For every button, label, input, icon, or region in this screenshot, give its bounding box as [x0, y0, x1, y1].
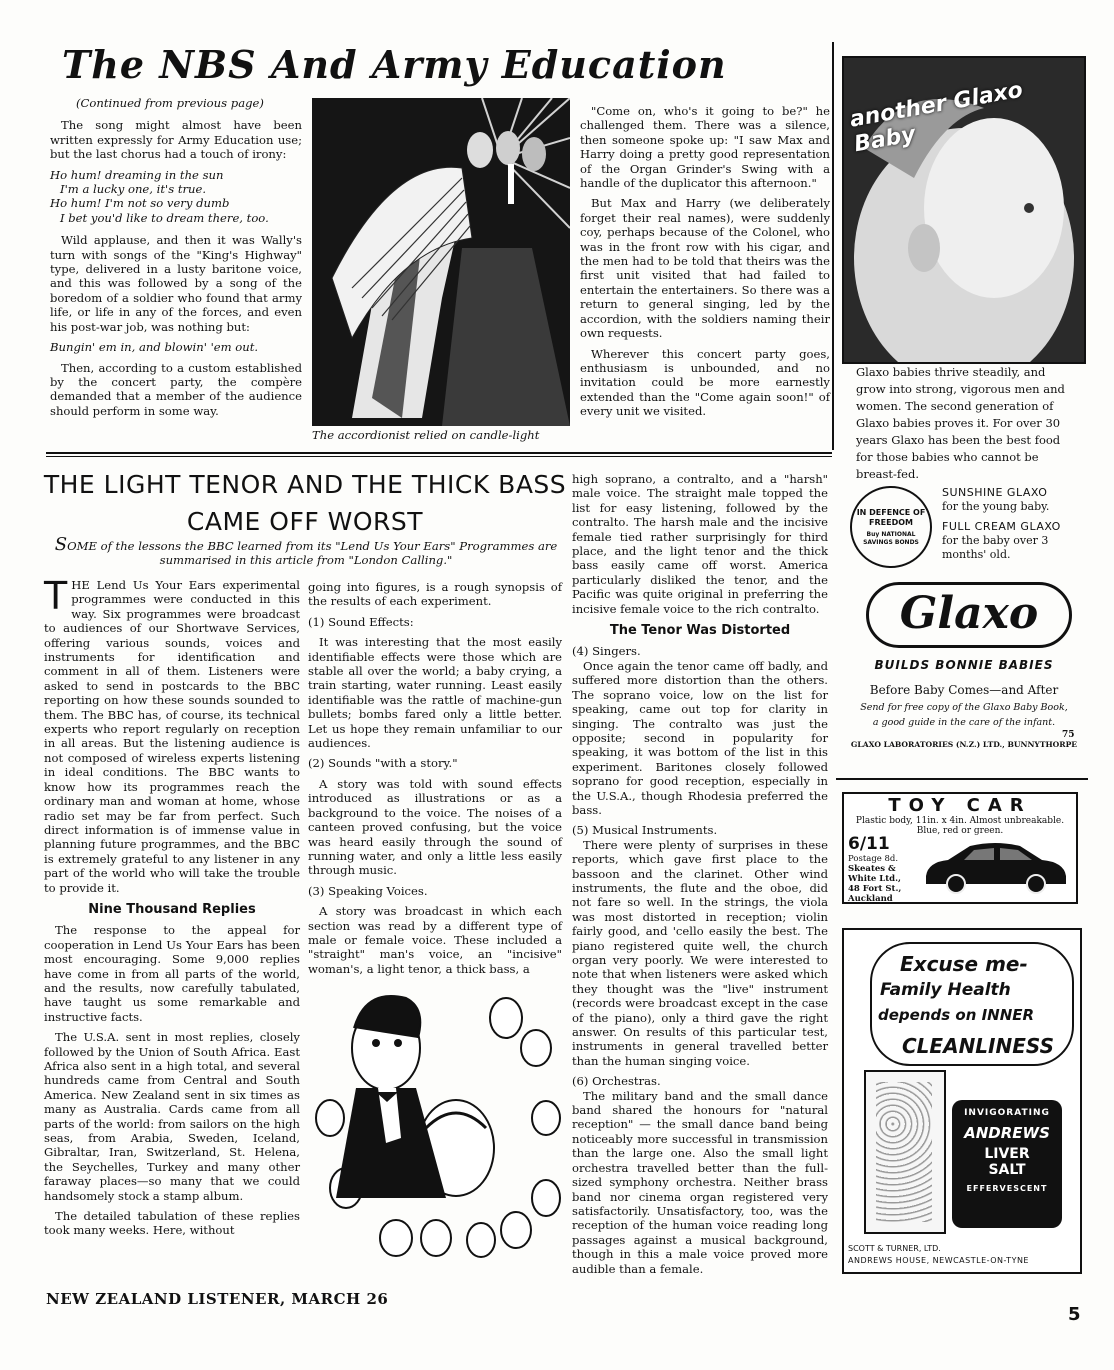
subheading: Nine Thousand Replies: [88, 901, 256, 917]
page-number: 5: [1068, 1304, 1081, 1325]
poem-line: I bet you'd like to dream there, too.: [60, 210, 269, 225]
bottom-article-col3: [572, 472, 828, 1282]
accordionist-drawing: [312, 98, 570, 426]
paragraph: Wherever this concert party goes, enthusiasm is unbounded, and no invitation could be more earnestly extended than the "Come again soon!" of every unit we visited.: [580, 346, 830, 419]
poem-line: I'm a lucky one, it's true.: [60, 182, 207, 197]
paragraph: The military band and the small dance band shared the honours for "natural reception" — the small dance band being noticeably more successful in transmission than the large one. Also the small light orchestra travelled better than the full-sized symphony orchestra. Neither brass band nor cinema organ registered very satisfactorily. Unsatisfactory, too, was the reception of the human voice reading long passages against a musical background, though in this a male voice proved more audible than a female.: [572, 1088, 828, 1276]
glaxo-body: Glaxo babies thrive steadily, and grow into strong, vigorous men and women. The second generation of Glaxo babies proves it. For over 30 years Glaxo has been the best food for those babies who cannot be breast-fed.: [856, 365, 1065, 481]
toy-car-title: TOY CAR: [888, 795, 1032, 816]
section-label: (5) Musical Instruments.: [572, 823, 718, 838]
product-name: FULL CREAM GLAXO: [942, 520, 1061, 533]
paragraph: There were plenty of surprises in these reports, which gave first place to the bassoon and the clarinet. Other wind instruments, the flute and the oboe, did not fare so well. In the strings, the viola was most distorted in reception; violin fairly good, and 'cello easily the best. The piano registered quite well, the church organ very poorly. We were interested to note that when listeners were asked which they thought was the "live" instrument (records were broadcast except in the case of the piano), only a third gave the right answer. On results of this particular test, instruments in general travelled better than the human singing voice.: [572, 837, 828, 1068]
toy-car-seller-line: 48 Fort St.,: [848, 884, 902, 894]
paragraph: The response to the appeal for cooperation in Lend Us Your Ears has been most encouraging. Some 9,000 replies have come in from all parts of the world, and the results, now carefully tabulated, have taught us some remarkable and instructive facts.: [44, 923, 300, 1024]
caricature-drawing: [306, 968, 568, 1268]
paragraph: Wild applause, and then it was Wally's turn with songs of the "King's Highway" type, delivered in a lusty baritone voice, and this was followed by a song of the boredom of a soldier who found that army life, or life in any of the forces, and even his post-war job, was nothing but:: [50, 233, 302, 334]
drop-cap: T: [44, 574, 68, 618]
paragraph: "Come on, who's it going to be?" he challenged them. There was a silence, then someone spoke up: "I saw Max and Harry doing a pretty good representation of the Organ Grinder's Swing with a handle of the duplicator this afternoon.": [580, 104, 830, 191]
tin-label: EFFERVESCENT: [966, 1184, 1048, 1193]
glaxo-tagline: BUILDS BONNIE BABIES: [874, 658, 1054, 672]
bottom-article-col2: [308, 580, 562, 982]
poem-line: Ho hum! dreaming in the sun: [50, 167, 224, 182]
toy-car-ad: [842, 792, 1078, 904]
glaxo-send: Send for free copy of the Glaxo Baby Book,: [860, 702, 1068, 713]
ad-divider: [836, 778, 1088, 780]
lyric-line: Bungin' em in, and blowin' 'em out.: [50, 340, 259, 355]
article-headline: [42, 468, 568, 538]
glaxo-headline: another Glaxo Baby: [848, 77, 1025, 158]
andrews-company: SCOTT & TURNER, LTD.: [848, 1244, 941, 1253]
product-desc: for the baby over 3 months' old.: [942, 534, 1049, 561]
paragraph: The song might almost have been written expressly for Army Education use; but the last chorus had a touch of irony:: [50, 118, 302, 162]
glass-bubbles: [876, 1082, 932, 1222]
paragraph: A story was told with sound effects introduced as illustrations or as a background to the voice. The noises of a canteen proved confusing, but the voice was heard easily through the sound of running water, and only a little less easily through music.: [308, 776, 562, 878]
paragraph: The detailed tabulation of these replies took many weeks. Here, without: [44, 1209, 300, 1238]
speech-line: Excuse me-: [900, 952, 1028, 976]
paragraph: But Max and Harry (we deliberately forget their real names), were suddenly coy, perhaps because of the Colonel, who was in the front row with his cigar, and the men had to be told that theirs was the first unit visited that had failed to entertain the entertainers. So there was a return to general singing, led by the accordion, with the soldiers naming their own requests.: [580, 196, 830, 341]
toy-car-seller: [848, 854, 901, 904]
section-divider: [46, 456, 832, 457]
paragraph: Then, according to a custom established by the concert party, the compère demanded that a member of the audience should perform in some way.: [50, 360, 302, 418]
headline-line: THE LIGHT TENOR AND THE THICK BASS: [43, 470, 567, 499]
paragraph-text: HE Lend Us Your Ears experimental programmes were conducted in this way. Six programmes were broadcast to audiences of our Shortwave Services, offering various sounds, voices and instruments for identification and comment in all of them. Listeners were asked to send in postcards to the BBC reporting on how these sounds sounded to them. The BBC has, of course, its technical experts who report regularly on reception in all areas. But the listening audience is not composed of wireless experts listening in ideal conditions. The BBC wants to know how its programmes reach the ordinary man and woman at home, whose radio set may be far from perfect. Such direct information is of immense value in planning future programmes, and the BBC is extremely grateful to any listener in any part of the world who will take the trouble to provide it.: [44, 578, 300, 895]
paragraph: going into figures, is a rough synopsis of the results of each experiment.: [308, 580, 562, 609]
section-label: (4) Singers.: [572, 644, 641, 659]
footer-publication: NEW ZEALAND LISTENER, MARCH 26: [46, 1290, 389, 1308]
section-divider: [46, 452, 832, 454]
continued-note: (Continued from previous page): [76, 96, 264, 110]
speech-line: Family Health: [880, 980, 1011, 1000]
tin-label: INVIGORATING: [964, 1108, 1050, 1118]
toy-car-seller-line: Skeates &: [848, 864, 896, 874]
paragraph: It was interesting that the most easily identifiable effects were those which are stable all over the world; a baby crying, a train starting, water running. Least easily identifiable was the rattle of machine-gun bullets; bombs fared only a little better. Let us hope they remain unfamiliar to our audiences.: [308, 635, 562, 751]
masthead-divider: [832, 42, 834, 450]
top-article-col3: [580, 104, 830, 425]
intro-text: OME of the lessons the BBC learned from its "Lend Us Your Ears" Programmes are summarised in this article from "London Calling.": [67, 539, 558, 568]
poem-line: Ho hum! I'm not so very dumb: [50, 196, 230, 211]
illustration-caption: The accordionist relied on candle-light: [312, 428, 540, 442]
subheading: The Tenor Was Distorted: [609, 623, 791, 639]
tin-icon: [952, 1100, 1062, 1228]
paragraph: high soprano, a contralto, and a "harsh" male voice. The straight male topped the list for easy listening, followed by the contralto. The harsh male and the incisive female tied rather surprisingly for third place, and the light tenor and the thick bass easily came off worst. America particularly disliked the tenor, and the Pacific was quite original in preferring the incisive female voice to the rich contralto.: [572, 472, 828, 616]
section-label: (6) Orchestras.: [572, 1074, 661, 1089]
toy-car-seller-line: White Ltd.,: [848, 874, 902, 884]
toy-car-price: 6/11: [848, 834, 890, 854]
accordionist-illustration: [312, 98, 570, 426]
tin-label: LIVER: [984, 1146, 1030, 1162]
tin-label: ANDREWS: [964, 1124, 1050, 1142]
tin-label: SALT: [988, 1162, 1026, 1178]
top-article-col1: [50, 96, 302, 424]
toy-car-desc: Plastic body, 11in. x 4in. Almost unbreakable. Blue, red or green.: [855, 816, 1065, 836]
glaxo-guide: a good guide in the care of the infant.: [872, 717, 1056, 728]
glaxo-logo: Glaxo: [866, 582, 1072, 648]
glaxo-code: 75: [1062, 730, 1075, 740]
section-label: (1) Sound Effects:: [308, 614, 414, 629]
speech-line: depends on INNER: [878, 1006, 1035, 1024]
glaxo-products: [942, 486, 1078, 562]
glass-icon: [864, 1070, 946, 1234]
page-title: The NBS And Army Education: [62, 42, 727, 87]
toy-car-icon: [920, 836, 1070, 896]
bottom-article-col1: [44, 574, 300, 1244]
section-label: (3) Speaking Voices.: [308, 883, 428, 898]
glaxo-ad: [842, 56, 1086, 364]
glaxo-company: GLAXO LABORATORIES (N.Z.) LTD., BUNNYTHORPE: [850, 740, 1078, 749]
intro-cap: S: [54, 534, 68, 555]
paragraph: A story was broadcast in which each section was read by a different type of male or female voice. These included a "straight" man's voice, an "incisive" woman's, a light tenor, a thick bass, a: [308, 904, 562, 976]
badge-small-text: Buy NATIONAL SAVINGS BONDS: [863, 530, 919, 546]
paragraph: Once again the tenor came off badly, and suffered more distortion than the others. The soprano voice, low on the list for speaking, came out top for clarity in singing. The contralto was just the opposite; second in popularity for speaking, it was bottom of the list in this experiment. Baritones closely followed soprano for good reception, especially in the U.S.A., though Rhodesia preferred the bass.: [572, 658, 828, 817]
article-intro: [48, 534, 564, 568]
poem: [50, 168, 302, 226]
caricature-illustration: [306, 968, 568, 1268]
toy-car-seller-line: Auckland: [848, 894, 893, 904]
glaxo-before: Before Baby Comes—and After: [869, 683, 1059, 697]
product-name: SUNSHINE GLAXO: [942, 486, 1048, 499]
andrews-address: ANDREWS HOUSE, NEWCASTLE-ON-TYNE: [848, 1256, 1029, 1265]
product-desc: for the young baby.: [942, 500, 1050, 513]
andrews-ad: [842, 928, 1082, 1274]
paragraph: [44, 574, 300, 895]
badge-text: IN DEFENCE OF FREEDOM: [856, 507, 926, 527]
headline-line: CAME OFF WORST: [186, 507, 424, 536]
paragraph: The U.S.A. sent in most replies, closely followed by the Union of South Africa. East Africa also sent in a high total, and several hundreds came from Central and South America. New Zealand sent in six times as many as Australia. Cards came from all parts of the world: from sailors on the high seas, from Arabia, Sweden, Iceland, Gibraltar, Iran, Switzerland, St. Helena, the Seychelles, Turkey and many other faraway places—so many that we could handsomely stock a stamp album.: [44, 1030, 300, 1203]
speech-line: CLEANLINESS: [902, 1034, 1054, 1058]
defence-badge: [850, 486, 932, 568]
section-label: (2) Sounds "with a story.": [308, 756, 458, 771]
toy-car-postage: Postage 8d.: [848, 854, 899, 864]
